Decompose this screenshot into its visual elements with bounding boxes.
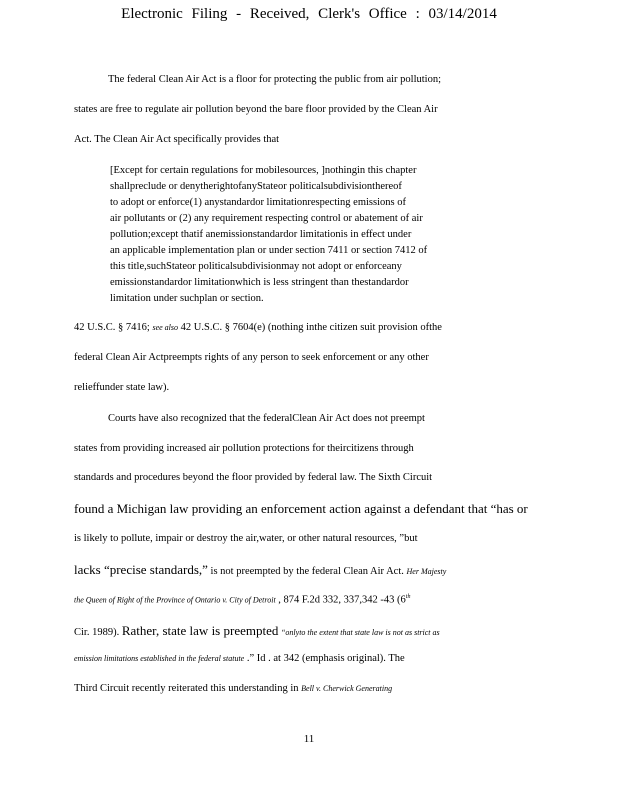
text-line [74, 683, 392, 694]
case-name: the Queen of Right of the Province of Ontario v. City of Detroit [74, 595, 276, 605]
page-number: 11 [303, 733, 315, 745]
citation-text: 42 U.S.C. § 7416; [74, 322, 150, 333]
citation-line: federal Clean Air Actpreempts rights of any person to seek enforcement or any other [74, 352, 429, 363]
citation-line [74, 322, 442, 333]
quote-line: this title,suchStateor politicalsubdivisionmay not adopt or enforceany [110, 261, 402, 272]
case-name: Bell v. Cherwick Generating [301, 684, 393, 693]
text-line: is likely to pollute, impair or destroy the air,water, or other natural resources, ”but [74, 533, 418, 544]
filing-header: Electronic Filing - Received, Clerk's Office : 03/14/2014 [121, 6, 497, 22]
superscript: th [405, 594, 411, 600]
text-line [74, 562, 446, 578]
text-line [74, 623, 440, 639]
citation-signal: see also [152, 323, 179, 332]
case-name: Her Majesty [406, 567, 447, 576]
text-span: , 874 F.2d 332, 337,342 -43 (6 [278, 594, 406, 606]
quote-span: “onlyto the extent that state law is not as strict as [280, 628, 440, 637]
text-line-content: states are free to regulate air pollution beyond the bare floor provided by the Clean Air [74, 104, 438, 115]
quote-line: [Except for certain regulations for mobilesources, ]nothingin this chapter [110, 165, 417, 176]
text-line: Act. The Clean Air Act specifically provides that [74, 134, 280, 145]
text-span: Rather, state law is preempted [121, 623, 279, 638]
quote-span: emission limitations established in the federal statute [74, 654, 245, 663]
text-line [74, 653, 405, 664]
quote-line: pollution;except thatif anemissionstandardor limitationis in effect under [110, 229, 412, 240]
quote-line: emissionstandardor limitationwhich is less stringent than thestandardor [110, 277, 409, 288]
text-span: .” Id . at 342 (emphasis original). The [246, 653, 405, 664]
text-line: found a Michigan law providing an enforcement action against a defendant that “has or [74, 501, 528, 516]
text-line [74, 594, 410, 606]
text-span: is not preempted by the federal Clean Air Act. [210, 566, 404, 577]
text-line: states from providing increased air pollution protections for theircitizens through [74, 443, 414, 454]
text-line: The federal Clean Air Act is a floor for protecting the public from air pollution; [108, 74, 441, 85]
quote-line: air pollutants or (2) any requirement respecting control or abatement of air [110, 213, 423, 224]
text-span: lacks “precise standards,” [74, 562, 208, 577]
text-span: Third Circuit recently reiterated this understanding in [74, 683, 299, 694]
text-line: standards and procedures beyond the floor provided by federal law. The Sixth Circuit [74, 472, 433, 483]
quote-line: shallpreclude or denytherightofanyStateor politicalsubdivisionthereof [110, 181, 402, 192]
text-span: Cir. 1989). [74, 627, 120, 638]
text-line: Courts have also recognized that the federalClean Air Act does not preempt [108, 413, 425, 424]
quote-line: limitation under suchplan or section. [110, 293, 264, 304]
quote-line: an applicable implementation plan or under section 7411 or section 7412 of [110, 245, 428, 256]
citation-text: 42 U.S.C. § 7604(e) (nothing inthe citizen suit provision ofthe [180, 322, 442, 333]
text-line [74, 104, 544, 115]
citation-line: relieffunder state law). [74, 382, 170, 393]
quote-line: to adopt or enforce(1) anystandardor limitationrespecting emissions of [110, 197, 406, 208]
